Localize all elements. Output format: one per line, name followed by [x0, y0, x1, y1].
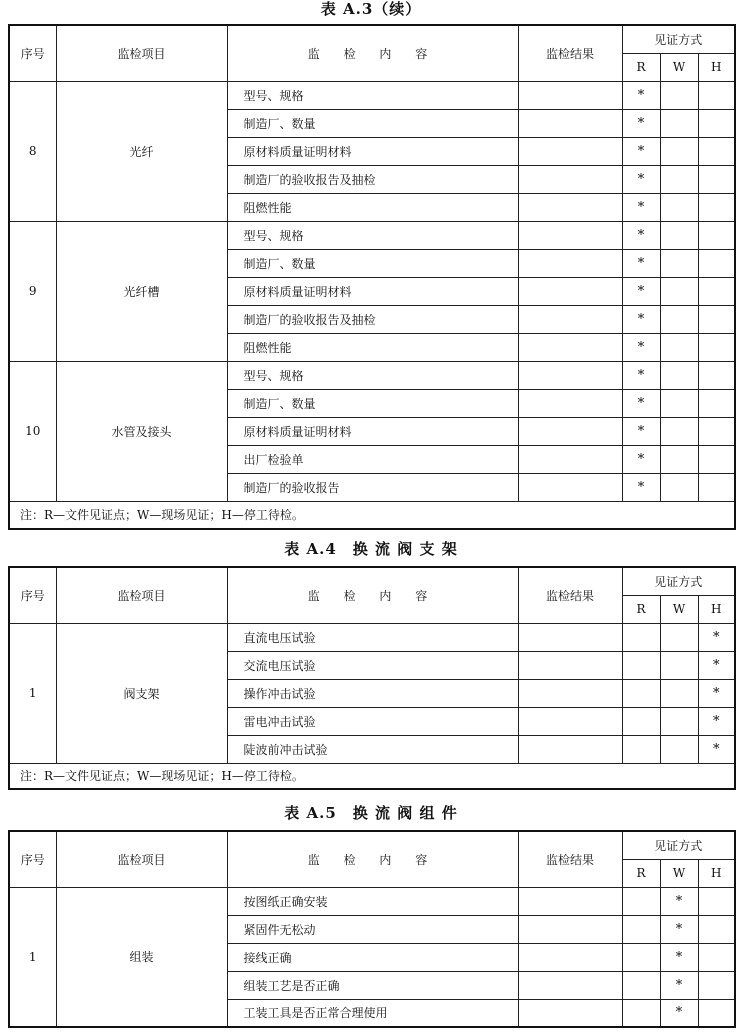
witness-r-cell: *: [622, 417, 660, 445]
result-cell: [518, 999, 622, 1027]
content-cell: 阻燃性能: [227, 333, 518, 361]
header-item: 监检项目: [56, 25, 227, 81]
header-row: [9, 25, 735, 53]
note-row: [9, 501, 735, 529]
header-h: H: [698, 859, 735, 887]
header-witness: 见证方式: [622, 831, 735, 859]
witness-h-cell: [698, 137, 735, 165]
header-item: 监检项目: [56, 831, 227, 887]
item-cell: 光纤槽: [56, 221, 227, 361]
witness-w-cell: [660, 473, 698, 501]
header-r: R: [622, 859, 660, 887]
witness-h-cell: [698, 193, 735, 221]
table-row: [9, 623, 735, 651]
witness-r-cell: [622, 651, 660, 679]
header-seq: 序号: [9, 567, 56, 623]
witness-h-cell: [698, 165, 735, 193]
witness-h-cell: [698, 943, 735, 971]
header-h: H: [698, 595, 735, 623]
witness-r-cell: [622, 915, 660, 943]
witness-r-cell: *: [622, 361, 660, 389]
result-cell: [518, 361, 622, 389]
witness-w-cell: [660, 221, 698, 249]
table-caption: 表 A.4 换 流 阀 支 架: [284, 540, 458, 558]
table-caption: 表 A.3（续）: [320, 0, 422, 18]
result-cell: [518, 915, 622, 943]
witness-w-cell: [660, 389, 698, 417]
inspection-table: [8, 566, 736, 790]
witness-r-cell: *: [622, 333, 660, 361]
witness-h-cell: [698, 277, 735, 305]
header-row: [9, 831, 735, 859]
header-item: 监检项目: [56, 567, 227, 623]
witness-w-cell: [660, 193, 698, 221]
content-cell: 制造厂的验收报告及抽检: [227, 305, 518, 333]
witness-w-cell: [660, 623, 698, 651]
inspection-table: [8, 830, 736, 1028]
result-cell: [518, 193, 622, 221]
witness-h-cell: *: [698, 623, 735, 651]
witness-r-cell: *: [622, 221, 660, 249]
witness-h-cell: [698, 389, 735, 417]
header-result: 监检结果: [518, 567, 622, 623]
content-cell: 紧固件无松动: [227, 915, 518, 943]
witness-w-cell: *: [660, 915, 698, 943]
note-row: [9, 763, 735, 789]
header-row: [9, 567, 735, 595]
result-cell: [518, 305, 622, 333]
content-cell: 出厂检验单: [227, 445, 518, 473]
witness-r-cell: [622, 707, 660, 735]
content-cell: 型号、规格: [227, 361, 518, 389]
result-cell: [518, 109, 622, 137]
witness-h-cell: *: [698, 651, 735, 679]
witness-r-cell: [622, 679, 660, 707]
header-result: 监检结果: [518, 831, 622, 887]
table-row: [9, 887, 735, 915]
witness-w-cell: [660, 81, 698, 109]
witness-r-cell: *: [622, 193, 660, 221]
content-cell: 阻燃性能: [227, 193, 518, 221]
seq-cell: 1: [9, 623, 56, 763]
table-row: [9, 361, 735, 389]
item-cell: 水管及接头: [56, 361, 227, 501]
witness-w-cell: [660, 165, 698, 193]
content-cell: 制造厂、数量: [227, 109, 518, 137]
witness-h-cell: [698, 81, 735, 109]
header-witness: 见证方式: [622, 25, 735, 53]
witness-r-cell: [622, 999, 660, 1027]
result-cell: [518, 137, 622, 165]
witness-w-cell: [660, 305, 698, 333]
content-cell: 交流电压试验: [227, 651, 518, 679]
witness-r-cell: [622, 887, 660, 915]
result-cell: [518, 417, 622, 445]
witness-r-cell: *: [622, 305, 660, 333]
witness-h-cell: *: [698, 735, 735, 763]
item-cell: 阀支架: [56, 623, 227, 763]
witness-h-cell: [698, 333, 735, 361]
seq-cell: 1: [9, 887, 56, 1027]
witness-r-cell: [622, 735, 660, 763]
witness-w-cell: [660, 249, 698, 277]
result-cell: [518, 165, 622, 193]
witness-r-cell: [622, 623, 660, 651]
witness-h-cell: *: [698, 707, 735, 735]
witness-h-cell: [698, 473, 735, 501]
witness-h-cell: [698, 887, 735, 915]
content-cell: 制造厂、数量: [227, 249, 518, 277]
witness-h-cell: [698, 249, 735, 277]
witness-w-cell: *: [660, 971, 698, 999]
result-cell: [518, 249, 622, 277]
witness-r-cell: *: [622, 137, 660, 165]
result-cell: [518, 221, 622, 249]
witness-h-cell: [698, 305, 735, 333]
witness-h-cell: [698, 361, 735, 389]
content-cell: 制造厂、数量: [227, 389, 518, 417]
header-w: W: [660, 595, 698, 623]
witness-r-cell: *: [622, 165, 660, 193]
header-seq: 序号: [9, 831, 56, 887]
content-cell: 雷电冲击试验: [227, 707, 518, 735]
witness-w-cell: [660, 679, 698, 707]
table-caption: 表 A.5 换 流 阀 组 件: [284, 804, 458, 822]
witness-r-cell: *: [622, 473, 660, 501]
witness-h-cell: [698, 445, 735, 473]
content-cell: 按图纸正确安装: [227, 887, 518, 915]
witness-w-cell: *: [660, 943, 698, 971]
witness-r-cell: *: [622, 277, 660, 305]
header-content: 监 检 内 容: [227, 567, 518, 623]
result-cell: [518, 389, 622, 417]
item-cell: 组装: [56, 887, 227, 1027]
result-cell: [518, 651, 622, 679]
table-note: 注：R—文件见证点；W—现场见证；H—停工待检。: [9, 763, 735, 789]
witness-w-cell: [660, 361, 698, 389]
seq-cell: 9: [9, 221, 56, 361]
inspection-table: [8, 24, 736, 530]
witness-r-cell: *: [622, 249, 660, 277]
witness-w-cell: [660, 277, 698, 305]
content-cell: 工装工具是否正常合理使用: [227, 999, 518, 1027]
header-witness: 见证方式: [622, 567, 735, 595]
result-cell: [518, 943, 622, 971]
content-cell: 接线正确: [227, 943, 518, 971]
witness-h-cell: [698, 417, 735, 445]
witness-w-cell: [660, 333, 698, 361]
table-row: [9, 221, 735, 249]
content-cell: 型号、规格: [227, 221, 518, 249]
result-cell: [518, 473, 622, 501]
result-cell: [518, 679, 622, 707]
seq-cell: 8: [9, 81, 56, 221]
witness-w-cell: [660, 735, 698, 763]
content-cell: 制造厂的验收报告: [227, 473, 518, 501]
item-cell: 光纤: [56, 81, 227, 221]
content-cell: 陡波前冲击试验: [227, 735, 518, 763]
header-result: 监检结果: [518, 25, 622, 81]
header-r: R: [622, 595, 660, 623]
witness-w-cell: [660, 445, 698, 473]
content-cell: 原材料质量证明材料: [227, 137, 518, 165]
seq-cell: 10: [9, 361, 56, 501]
table-row: [9, 81, 735, 109]
header-seq: 序号: [9, 25, 56, 81]
table-note: 注：R—文件见证点；W—现场见证；H—停工待检。: [9, 501, 735, 529]
header-h: H: [698, 53, 735, 81]
content-cell: 原材料质量证明材料: [227, 417, 518, 445]
witness-r-cell: [622, 971, 660, 999]
witness-r-cell: *: [622, 445, 660, 473]
content-cell: 原材料质量证明材料: [227, 277, 518, 305]
result-cell: [518, 333, 622, 361]
witness-r-cell: *: [622, 81, 660, 109]
result-cell: [518, 707, 622, 735]
witness-w-cell: [660, 651, 698, 679]
witness-r-cell: [622, 943, 660, 971]
result-cell: [518, 887, 622, 915]
witness-w-cell: [660, 109, 698, 137]
witness-h-cell: [698, 999, 735, 1027]
witness-r-cell: *: [622, 109, 660, 137]
content-cell: 组装工艺是否正确: [227, 971, 518, 999]
witness-w-cell: *: [660, 999, 698, 1027]
header-content: 监 检 内 容: [227, 25, 518, 81]
header-content: 监 检 内 容: [227, 831, 518, 887]
witness-w-cell: [660, 707, 698, 735]
result-cell: [518, 735, 622, 763]
result-cell: [518, 277, 622, 305]
content-cell: 操作冲击试验: [227, 679, 518, 707]
content-cell: 型号、规格: [227, 81, 518, 109]
witness-h-cell: *: [698, 679, 735, 707]
result-cell: [518, 81, 622, 109]
witness-w-cell: [660, 417, 698, 445]
witness-w-cell: *: [660, 887, 698, 915]
result-cell: [518, 971, 622, 999]
result-cell: [518, 445, 622, 473]
result-cell: [518, 623, 622, 651]
witness-r-cell: *: [622, 389, 660, 417]
header-w: W: [660, 859, 698, 887]
content-cell: 制造厂的验收报告及抽检: [227, 165, 518, 193]
witness-h-cell: [698, 109, 735, 137]
content-cell: 直流电压试验: [227, 623, 518, 651]
header-r: R: [622, 53, 660, 81]
header-w: W: [660, 53, 698, 81]
witness-h-cell: [698, 915, 735, 943]
witness-h-cell: [698, 221, 735, 249]
witness-h-cell: [698, 971, 735, 999]
witness-w-cell: [660, 137, 698, 165]
